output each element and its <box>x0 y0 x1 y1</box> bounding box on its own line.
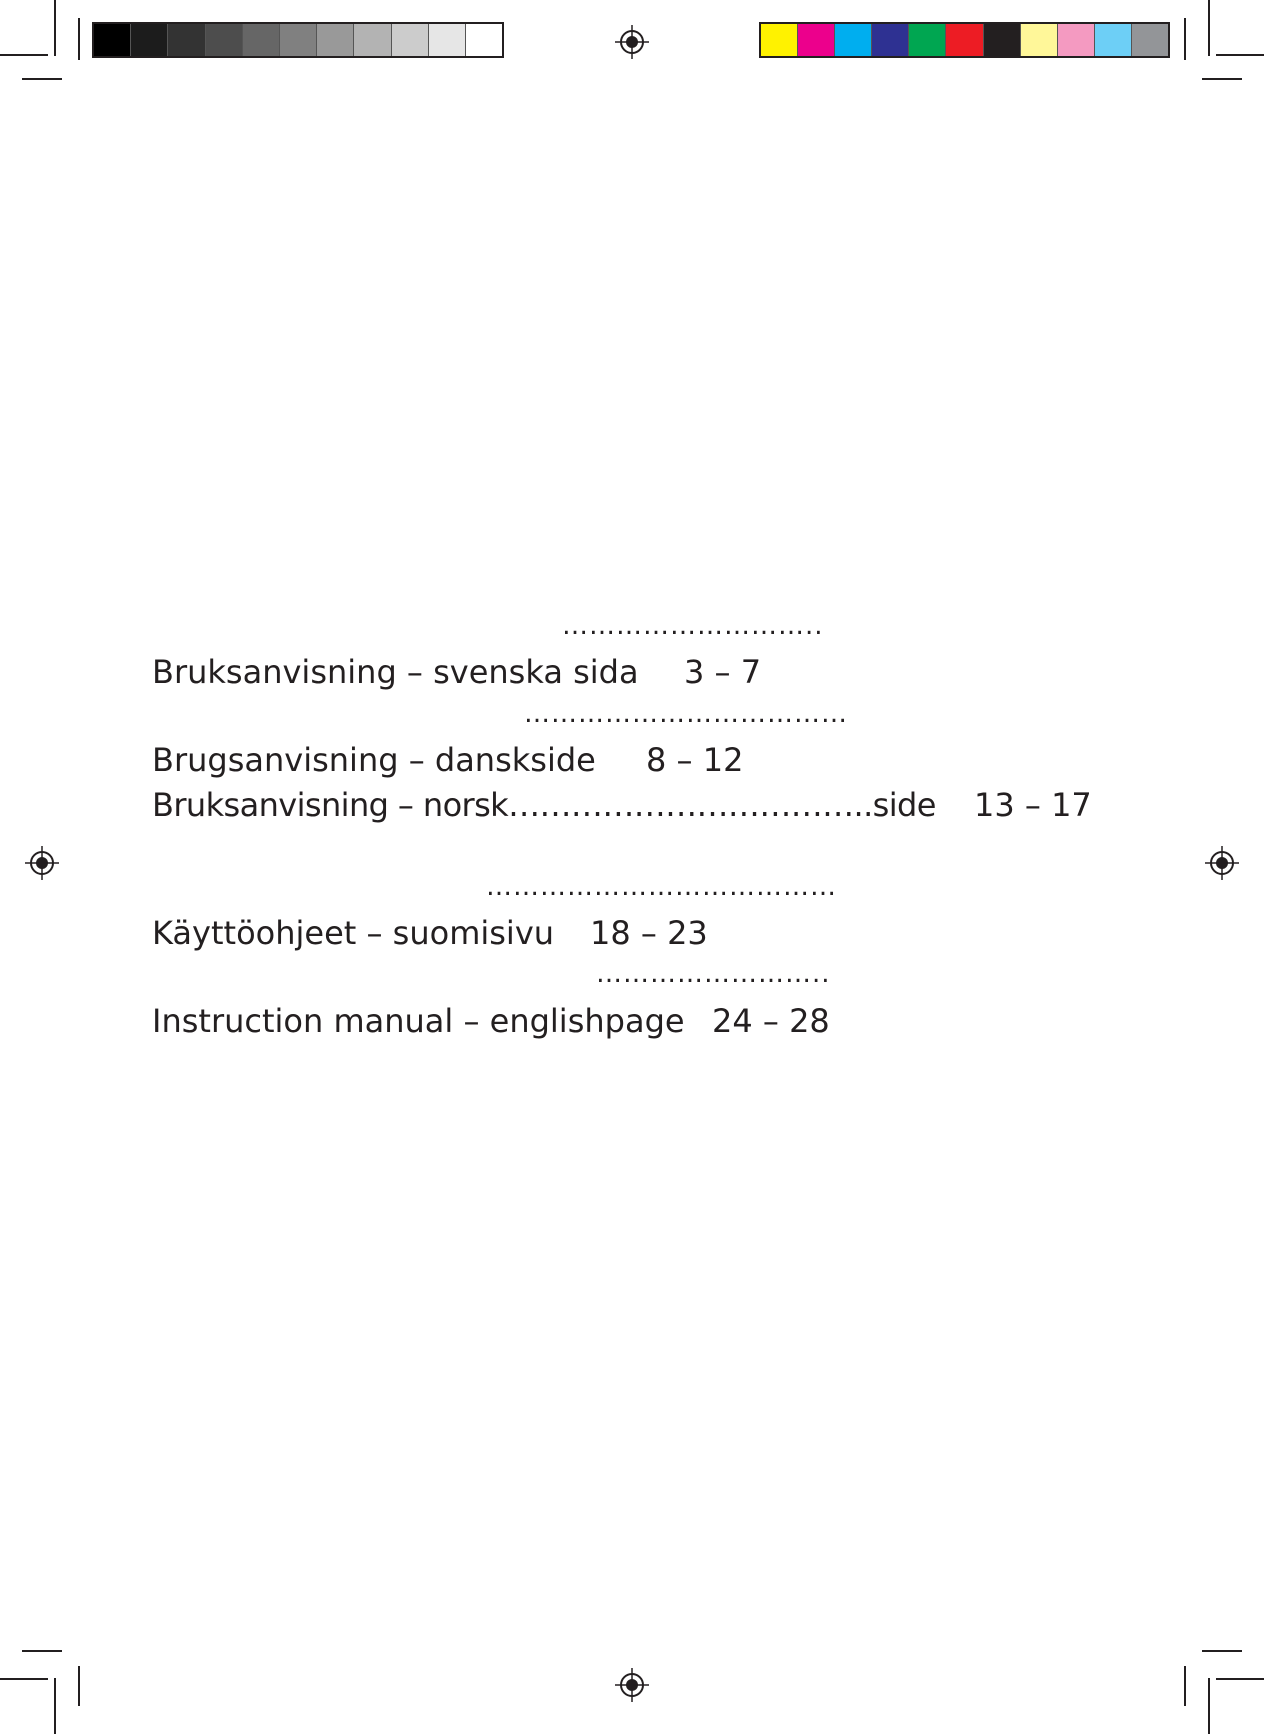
toc-leader-dots: ……………………………… <box>524 699 848 729</box>
crop-mark <box>22 78 62 80</box>
registration-mark-icon <box>615 25 649 59</box>
toc-page-range: 3 – 7 <box>684 653 762 691</box>
toc-entry-label: Käyttöohjeet – suomisivu <box>152 914 555 952</box>
toc-entry-label: Bruksanvisning – svenska sida <box>152 653 639 691</box>
crop-mark <box>22 1650 62 1652</box>
color-swatch <box>945 24 982 56</box>
crop-mark <box>78 18 80 60</box>
registration-mark-icon <box>615 1668 649 1702</box>
toc-page-range: 8 – 12 <box>646 741 744 779</box>
color-swatch <box>1131 24 1168 56</box>
color-swatch <box>983 24 1020 56</box>
crop-mark <box>1208 0 1210 56</box>
color-swatch <box>1094 24 1131 56</box>
crop-mark <box>0 54 48 56</box>
crop-mark <box>1184 18 1186 60</box>
crop-mark <box>1202 1650 1242 1652</box>
registration-mark-icon <box>1205 846 1239 880</box>
crop-mark <box>0 1678 48 1680</box>
gray-swatch <box>465 24 502 56</box>
color-swatch <box>1057 24 1094 56</box>
crop-mark <box>1208 1678 1210 1734</box>
gray-swatch <box>279 24 316 56</box>
crop-mark <box>1216 1678 1264 1680</box>
toc-entry-english <box>152 999 685 1043</box>
toc-entry-dansk <box>152 738 596 782</box>
crop-mark <box>1202 78 1242 80</box>
toc-entry-label: Instruction manual – englishpage <box>152 1002 685 1040</box>
color-swatch <box>834 24 871 56</box>
color-swatch <box>871 24 908 56</box>
grayscale-color-bar <box>92 22 504 58</box>
toc-entry-norsk <box>152 783 936 827</box>
gray-swatch <box>94 24 130 56</box>
gray-swatch <box>353 24 390 56</box>
gray-swatch <box>428 24 465 56</box>
toc-entry-suomi <box>152 911 554 955</box>
gray-swatch <box>205 24 242 56</box>
gray-swatch <box>167 24 204 56</box>
gray-swatch <box>130 24 167 56</box>
crop-mark <box>1184 1666 1186 1706</box>
gray-swatch <box>391 24 428 56</box>
crop-mark <box>1216 54 1264 56</box>
toc-page-range: 18 – 23 <box>590 914 708 952</box>
color-swatch <box>797 24 834 56</box>
registration-mark-icon <box>25 846 59 880</box>
crop-mark <box>78 1666 80 1706</box>
toc-entry-svenska <box>152 650 639 694</box>
toc-leader-dots: ……………………….. <box>562 611 824 641</box>
gray-swatch <box>316 24 353 56</box>
toc-entry-label: Bruksanvisning – norsk……………………………..side <box>152 786 936 824</box>
color-swatch <box>761 24 797 56</box>
toc-page-range: 24 – 28 <box>712 1002 830 1040</box>
process-color-bar <box>759 22 1170 58</box>
toc-leader-dots: …………………….. <box>596 959 831 989</box>
toc-page-range: 13 – 17 <box>974 786 1092 824</box>
toc-leader-dots: ………………………………… <box>486 872 837 902</box>
color-swatch <box>908 24 945 56</box>
gray-swatch <box>242 24 279 56</box>
crop-mark <box>54 0 56 56</box>
color-swatch <box>1020 24 1057 56</box>
toc-entry-label: Brugsanvisning – danskside <box>152 741 596 779</box>
crop-mark <box>54 1678 56 1734</box>
